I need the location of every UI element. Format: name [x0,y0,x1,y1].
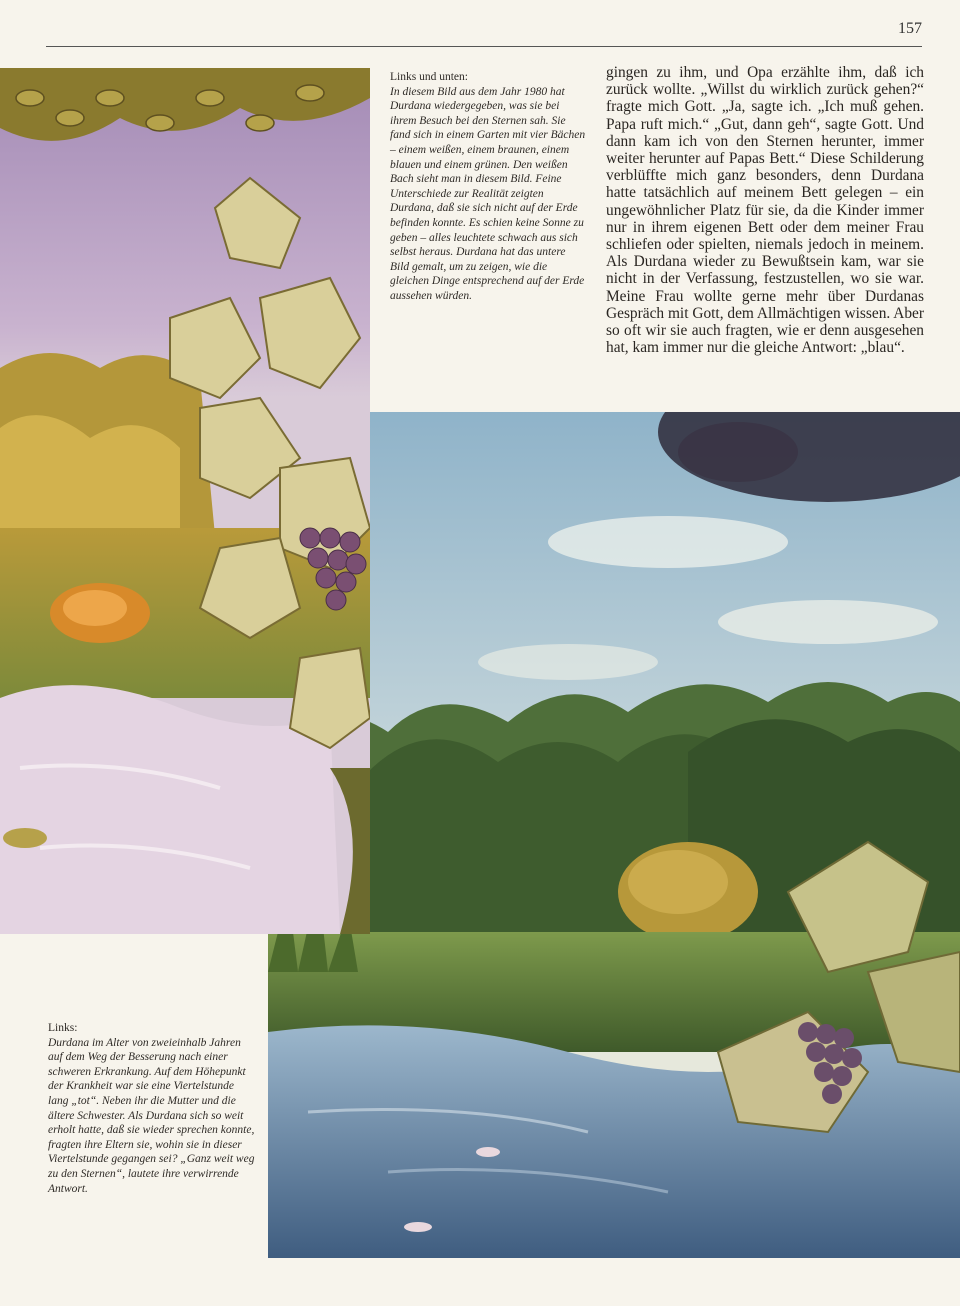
page-number: 157 [898,20,922,37]
body-text-column: gingen zu ihm, und Opa erzählte ihm, daß ich zurück wollte. „Willst du wirklich zurück gehen?“ fragte mich Gott. „Ja, sagte ich. „Ich muß gehen. Papa ruft mich.“ „Gut, dann geh“, sagte Gott. Und dann kam ich von den Sternen herunter, immer weiter herunter auf Papas Bett.“ Diese Schilderung verblüffte mich ganz besonders, denn Durdana hatte tatsächlich auf meinem Bett gelegen – ein ungewöhnlicher Platz für sie, da die Kinder immer nur in ihrem eigenen Bett oder dem meiner Frau schliefen oder spielten, niemals jedoch in meinem. Als Durdana wieder zu Bewußtsein kam, war sie nicht in der Verfassung, festzustellen, wo sie war. Meine Frau wollte gerne mehr über Durdanas Gespräch mit Gott, dem Allmächtigen wissen. Aber so oft wir sie auch fragten, wie er denn ausgesehen hat, kam immer nur die gleiche Antwort: „blau“. [606,64,925,357]
painting-earthly-garden [268,412,960,1258]
caption-top-body: In diesem Bild aus dem Jahr 1980 hat Durdana wiedergegeben, was sie bei ihrem Besuch bei den Sternen sah. Sie fand sich in einem Garten mit vier Bächen – einem weißen, einem braunen, einem blauen und einem grünen. Den weißen Bach sieht man in diesem Bild. Feine Unterschiede zur Realität zeigten Durdana, daß sie sich nicht auf der Erde befinden konnte. Es schien keine Sonne zu geben – alles leuchtete schwach aus sich selbst heraus. Durdana hat das untere Bild gemalt, um zu zeigen, wie die gleichen Dinge entsprechend auf der Erde aussehen würden. [390,85,586,302]
painting-heavenly-garden-canvas [0,68,370,934]
painting-heavenly-garden [0,68,370,934]
caption-bottom-lead: Links: [48,1022,78,1034]
caption-bottom-body: Durdana im Alter von zweieinhalb Jahren auf dem Weg der Besserung nach einer schweren Erkrankung. Auf dem Höhepunkt der Krankheit war sie eine Viertelstunde lang „tot“. Neben ihr die Mutter und die ältere Schwester. Als Durdana sich so weit erholt hatte, daß sie wieder sprechen konnte, fragten ihre Eltern sie, wohin sie in dieser Viertelstunde gegangen sei? „Ganz weit weg zu den Sternen“, lautete ihre verwirrende Antwort. [48,1036,255,1195]
header-rule [46,46,922,47]
painting-earthly-garden-canvas [268,412,960,1258]
caption-top [390,70,586,304]
caption-bottom [48,1021,256,1196]
caption-top-lead: Links und unten: [390,71,468,83]
